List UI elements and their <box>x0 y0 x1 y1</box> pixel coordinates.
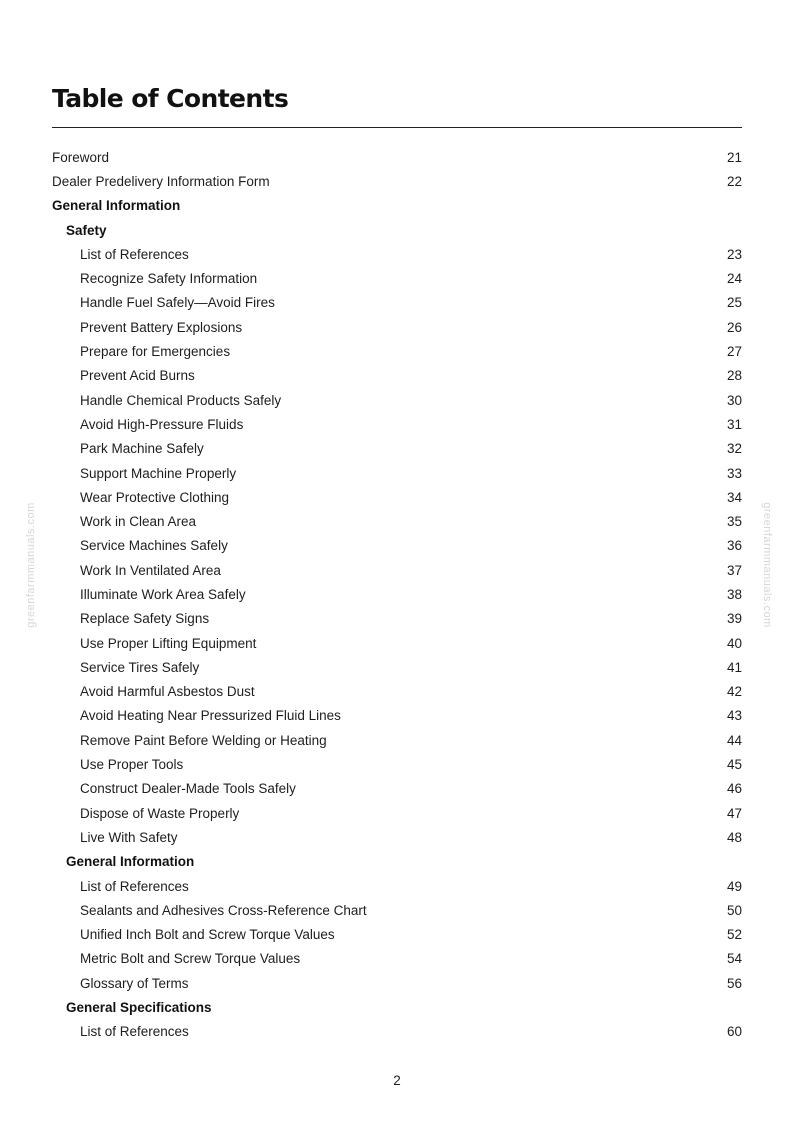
toc-entry[interactable] <box>52 266 742 290</box>
toc-entry-page: 32 <box>726 441 742 457</box>
toc-entry-label: Use Proper Tools <box>80 757 184 773</box>
toc-entry-label: Glossary of Terms <box>80 975 189 991</box>
toc-entry-page: 54 <box>726 951 742 967</box>
toc-entry[interactable] <box>52 558 742 582</box>
toc-entry-page: 49 <box>726 878 742 894</box>
toc-entry-label: Dealer Predelivery Information Form <box>52 173 270 189</box>
toc-entry[interactable] <box>52 461 742 485</box>
toc-entry[interactable] <box>52 169 742 193</box>
toc-entry-page: 38 <box>726 586 742 602</box>
toc-entry-page: 46 <box>726 781 742 797</box>
toc-entry-label: List of References <box>80 1024 189 1040</box>
toc-entry-label: Avoid High-Pressure Fluids <box>80 416 244 432</box>
toc-entry-page: 39 <box>726 611 742 627</box>
toc-entry[interactable] <box>52 607 742 631</box>
toc-entry-page: 45 <box>726 757 742 773</box>
toc-entry-label: Handle Fuel Safely—Avoid Fires <box>80 295 275 311</box>
toc-entry-label: Wear Protective Clothing <box>80 489 230 505</box>
toc-entry[interactable] <box>52 947 742 971</box>
toc-entry[interactable] <box>52 777 742 801</box>
toc-entry[interactable] <box>52 485 742 509</box>
toc-entry-page: 33 <box>726 465 742 481</box>
toc-entry[interactable] <box>52 631 742 655</box>
page-title: Table of Contents <box>52 84 289 113</box>
toc-entry[interactable] <box>52 752 742 776</box>
toc-section-heading <box>52 194 742 218</box>
toc-entry-label: Sealants and Adhesives Cross-Reference Chart <box>80 902 367 918</box>
toc-entry-label: Live With Safety <box>80 829 178 845</box>
toc-entry[interactable] <box>52 437 742 461</box>
toc-entry-label: Work In Ventilated Area <box>80 562 221 578</box>
toc-entry-page: 22 <box>726 173 742 189</box>
toc-entry-label: Use Proper Lifting Equipment <box>80 635 257 651</box>
toc-entry-page: 36 <box>726 538 742 554</box>
toc-entry[interactable] <box>52 412 742 436</box>
toc-entry[interactable] <box>52 1020 742 1044</box>
toc-entry-label: General Specifications <box>66 1000 212 1016</box>
toc-entry-page: 60 <box>726 1024 742 1040</box>
toc-entry-label: General Information <box>66 854 195 870</box>
toc-entry-page: 35 <box>726 514 742 530</box>
toc-section-heading <box>52 218 742 242</box>
toc-entry-page: 27 <box>726 344 742 360</box>
toc-entry[interactable] <box>52 680 742 704</box>
toc-entry[interactable] <box>52 242 742 266</box>
toc-entry-label: Construct Dealer-Made Tools Safely <box>80 781 296 797</box>
toc-entry-label: Support Machine Properly <box>80 465 237 481</box>
toc-entry-label: Dispose of Waste Properly <box>80 805 240 821</box>
watermark-left: greenfarmmanuals.com <box>25 502 37 628</box>
toc-entry-label: List of References <box>80 246 189 262</box>
toc-entry-page: 34 <box>726 489 742 505</box>
page-number: 2 <box>393 1073 401 1088</box>
toc-entry[interactable] <box>52 825 742 849</box>
toc-entry-page: 52 <box>726 927 742 943</box>
toc-entry-label: Prepare for Emergencies <box>80 344 231 360</box>
toc-entry[interactable] <box>52 291 742 315</box>
toc-entry[interactable] <box>52 509 742 533</box>
toc-entry[interactable] <box>52 339 742 363</box>
toc-entry[interactable] <box>52 971 742 995</box>
title-divider <box>52 127 742 128</box>
toc-entry-page: 37 <box>726 562 742 578</box>
toc-entry[interactable] <box>52 874 742 898</box>
toc-entry[interactable] <box>52 534 742 558</box>
toc-entry[interactable] <box>52 655 742 679</box>
toc-entry-page: 47 <box>726 805 742 821</box>
toc-entry-page: 23 <box>726 246 742 262</box>
toc-list <box>52 145 742 1044</box>
toc-entry-page: 25 <box>726 295 742 311</box>
toc-entry-label: Handle Chemical Products Safely <box>80 392 282 408</box>
toc-section-heading <box>52 995 742 1019</box>
toc-entry-page: 42 <box>726 684 742 700</box>
toc-entry-label: Service Machines Safely <box>80 538 228 554</box>
toc-entry-label: Service Tires Safely <box>80 659 200 675</box>
toc-entry-label: Illuminate Work Area Safely <box>80 586 246 602</box>
toc-entry[interactable] <box>52 923 742 947</box>
toc-entry-label: Remove Paint Before Welding or Heating <box>80 732 327 748</box>
toc-entry-page: 41 <box>726 659 742 675</box>
toc-entry[interactable] <box>52 315 742 339</box>
toc-entry-label: Park Machine Safely <box>80 441 204 457</box>
toc-entry-page: 24 <box>726 271 742 287</box>
toc-entry-page: 48 <box>726 829 742 845</box>
toc-entry-page: 21 <box>726 149 742 165</box>
watermark-right: greenfarmmanuals.com <box>761 502 773 628</box>
toc-entry-label: Recognize Safety Information <box>80 271 258 287</box>
toc-entry-page: 30 <box>726 392 742 408</box>
toc-entry-page: 43 <box>726 708 742 724</box>
toc-entry-label: List of References <box>80 878 189 894</box>
toc-entry-label: Avoid Harmful Asbestos Dust <box>80 684 255 700</box>
toc-entry-label: Replace Safety Signs <box>80 611 210 627</box>
toc-entry[interactable] <box>52 388 742 412</box>
toc-entry[interactable] <box>52 364 742 388</box>
toc-entry[interactable] <box>52 728 742 752</box>
toc-entry-page: 56 <box>726 975 742 991</box>
toc-entry-label: Metric Bolt and Screw Torque Values <box>80 951 301 967</box>
toc-entry[interactable] <box>52 704 742 728</box>
toc-entry[interactable] <box>52 582 742 606</box>
toc-entry-label: Prevent Acid Burns <box>80 368 195 384</box>
toc-entry-label: Foreword <box>52 149 110 165</box>
toc-entry[interactable] <box>52 801 742 825</box>
toc-section-heading <box>52 850 742 874</box>
toc-entry-label: General Information <box>52 198 181 214</box>
toc-entry-page: 28 <box>726 368 742 384</box>
toc-entry[interactable] <box>52 898 742 922</box>
toc-entry-label: Safety <box>66 222 107 238</box>
toc-entry-page: 40 <box>726 635 742 651</box>
toc-entry-label: Prevent Battery Explosions <box>80 319 243 335</box>
toc-entry-page: 50 <box>726 902 742 918</box>
toc-entry[interactable] <box>52 145 742 169</box>
toc-entry-page: 31 <box>726 416 742 432</box>
toc-entry-label: Work in Clean Area <box>80 514 197 530</box>
toc-entry-label: Unified Inch Bolt and Screw Torque Values <box>80 927 335 943</box>
toc-entry-page: 44 <box>726 732 742 748</box>
toc-entry-page: 26 <box>726 319 742 335</box>
toc-entry-label: Avoid Heating Near Pressurized Fluid Lines <box>80 708 341 724</box>
